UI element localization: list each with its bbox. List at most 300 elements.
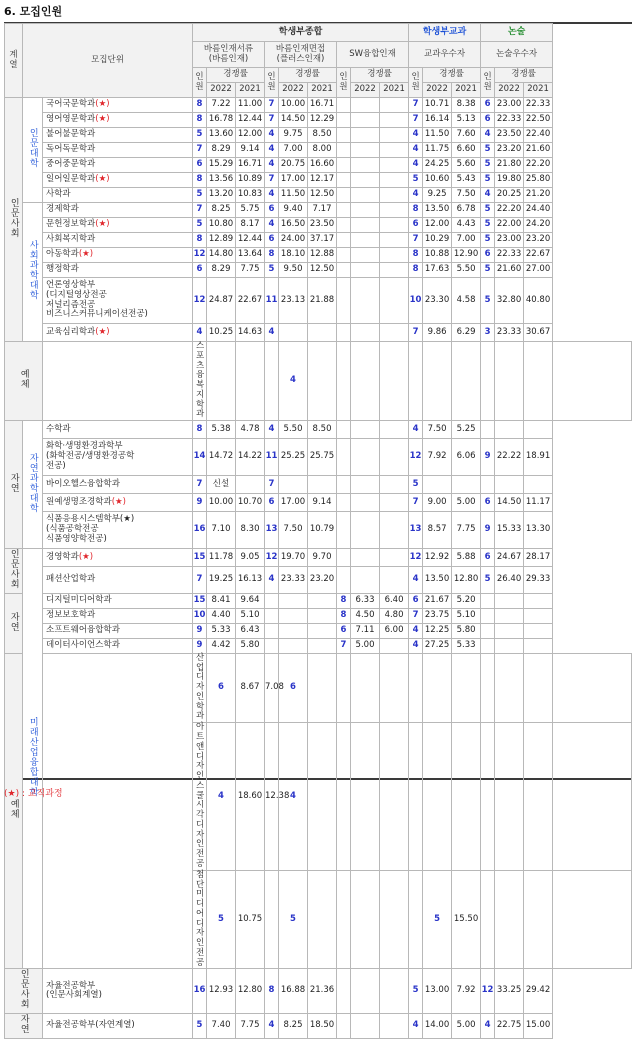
cell-competition: 7.75 [452, 512, 481, 549]
cell-competition: 19.70 [279, 549, 308, 567]
college-label-text: 인문대학 [27, 128, 38, 169]
dept-name-text: 행정학과 [46, 264, 79, 275]
cell-inwon: 12 [265, 549, 279, 567]
cell-inwon [481, 421, 495, 439]
table-row [5, 233, 632, 248]
dept-name [43, 476, 193, 494]
cell-competition [380, 653, 409, 722]
cell-competition: 12.50 [308, 263, 337, 278]
footnote [4, 786, 63, 799]
cell-competition: 13.30 [524, 512, 553, 549]
cell-inwon: 6 [279, 653, 308, 722]
header-sub-seoryu: 바름인재서류 (바름인재) [193, 42, 265, 68]
dept-name [43, 608, 193, 623]
cell-competition: 5.60 [452, 158, 481, 173]
cell-inwon: 4 [193, 324, 207, 342]
table-row [5, 248, 632, 263]
cell-competition: 17.00 [279, 494, 308, 512]
teacher-course-mark: (★) [95, 114, 110, 125]
cell-competition [380, 278, 409, 324]
dept-name [43, 638, 193, 653]
cell-inwon: 7 [409, 98, 423, 113]
cell-competition: 7.22 [207, 98, 236, 113]
cell-competition: 7.50 [279, 512, 308, 549]
cell-competition: 4.42 [207, 638, 236, 653]
cell-inwon: 4 [265, 188, 279, 203]
cell-competition: 30.67 [524, 324, 553, 342]
cell-competition [495, 421, 524, 439]
group-label-text: 자연 [8, 472, 19, 493]
cell-competition: 7.11 [351, 623, 380, 638]
cell-competition [351, 278, 380, 324]
cell-inwon: 5 [481, 143, 495, 158]
cell-inwon [423, 723, 452, 870]
cell-inwon: 7 [193, 567, 207, 593]
dept-name [193, 870, 207, 969]
cell-competition: 23.33 [495, 324, 524, 342]
cell-competition [308, 638, 337, 653]
cell-inwon [481, 593, 495, 608]
cell-competition [351, 476, 380, 494]
cell-competition: 22.75 [495, 1014, 524, 1039]
group-label [5, 969, 43, 1014]
teacher-course-mark: (★) [78, 551, 94, 562]
footnote-star: (★) [4, 789, 20, 799]
cell-competition: 5.75 [236, 203, 265, 218]
cell-competition [481, 723, 495, 870]
cell-competition [337, 653, 351, 722]
college-label [23, 549, 43, 969]
cell-competition: 21.88 [308, 278, 337, 324]
cell-competition: 10.83 [236, 188, 265, 203]
dept-name-text: 패션산업학과 [46, 574, 96, 585]
cell-inwon: 9 [193, 494, 207, 512]
cell-inwon: 12 [193, 278, 207, 324]
cell-competition [351, 128, 380, 143]
cell-competition [481, 342, 495, 421]
dept-name-text: 식품응용시스템학부(★) (식품공학전공 식품영양학전공) [46, 514, 135, 544]
cell-competition [308, 723, 337, 870]
cell-competition [308, 593, 337, 608]
cell-competition: 19.80 [495, 173, 524, 188]
cell-inwon: 5 [409, 476, 423, 494]
cell-competition: 10.00 [279, 98, 308, 113]
cell-competition: 7.60 [452, 128, 481, 143]
cell-competition [481, 653, 495, 722]
cell-competition: 10.25 [207, 324, 236, 342]
cell-competition: 9.25 [423, 188, 452, 203]
table-row [5, 476, 632, 494]
header-inwon: 인 원 [337, 68, 351, 98]
teacher-course-mark: (★) [95, 219, 110, 230]
cell-competition [351, 113, 380, 128]
cell-inwon: 7 [337, 638, 351, 653]
dept-name-text: 데이터사이언스학과 [46, 640, 120, 650]
cell-competition: 17.00 [279, 173, 308, 188]
cell-inwon: 7 [265, 173, 279, 188]
cell-competition: 23.33 [279, 567, 308, 593]
cell-inwon: 7 [409, 113, 423, 128]
cell-competition: 27.00 [524, 263, 553, 278]
cell-inwon: 7 [409, 324, 423, 342]
cell-competition [351, 143, 380, 158]
cell-competition: 6.29 [452, 324, 481, 342]
cell-competition: 22.20 [524, 158, 553, 173]
table-row [5, 1014, 632, 1039]
cell-inwon [337, 1014, 351, 1039]
col-header-unit: 모집단위 [23, 24, 193, 98]
cell-competition [351, 158, 380, 173]
teacher-course-mark: (★) [95, 99, 110, 110]
cell-competition [380, 158, 409, 173]
dept-name [43, 439, 193, 476]
cell-competition [337, 342, 351, 421]
cell-competition: 4.78 [236, 421, 265, 439]
cell-competition [380, 421, 409, 439]
cell-competition: 9.75 [279, 128, 308, 143]
cell-inwon: 4 [409, 188, 423, 203]
cell-competition: 22.22 [495, 439, 524, 476]
cell-competition: 5.10 [236, 608, 265, 623]
cell-inwon: 12 [481, 969, 495, 1014]
cell-inwon [337, 233, 351, 248]
cell-competition: 11.17 [524, 494, 553, 512]
cell-competition: 15.00 [524, 1014, 553, 1039]
cell-competition: 10.75 [236, 870, 265, 969]
cell-inwon: 7 [265, 98, 279, 113]
cell-competition: 6.43 [236, 623, 265, 638]
dept-name [43, 567, 193, 593]
group-label [5, 421, 23, 549]
group-label-text: 인문사회 [18, 969, 29, 1010]
group-label-text: 인문사회 [8, 549, 19, 590]
dept-name [193, 723, 207, 870]
cell-competition: 18.91 [524, 439, 553, 476]
header-year: 2022 [351, 83, 380, 98]
cell-inwon: 16 [193, 969, 207, 1014]
cell-competition: 21.60 [524, 143, 553, 158]
cell-competition: 12.00 [236, 128, 265, 143]
header-year: 2021 [308, 83, 337, 98]
cell-competition: 8.67 [236, 653, 265, 722]
cell-competition: 22.40 [524, 128, 553, 143]
cell-inwon: 13 [409, 512, 423, 549]
cell-inwon: 4 [409, 623, 423, 638]
cell-competition: 12.25 [423, 623, 452, 638]
dept-name [43, 233, 193, 248]
cell-inwon: 13 [265, 512, 279, 549]
cell-inwon [265, 593, 279, 608]
cell-inwon: 12 [409, 549, 423, 567]
college-label-text: 미래산업융합대학 [27, 716, 38, 797]
cell-competition: 22.33 [495, 113, 524, 128]
cell-inwon: 4 [265, 324, 279, 342]
cell-inwon: 6 [481, 248, 495, 263]
cell-inwon: 6 [481, 113, 495, 128]
dept-name-text: 사학과 [46, 189, 71, 200]
table-row [5, 203, 632, 218]
cell-competition: 29.33 [524, 567, 553, 593]
cell-competition [380, 98, 409, 113]
dept-name-text: 영어영문학과 [46, 114, 96, 125]
cell-competition: 4.43 [452, 218, 481, 233]
cell-competition: 25.80 [524, 173, 553, 188]
cell-inwon [337, 494, 351, 512]
cell-competition [308, 623, 337, 638]
cell-competition: 8.50 [308, 128, 337, 143]
cell-competition: 7.50 [423, 421, 452, 439]
cell-competition: 8.38 [452, 98, 481, 113]
cell-inwon [337, 173, 351, 188]
header-competition: 경쟁률 [495, 68, 553, 83]
cell-inwon: 10 [409, 278, 423, 324]
cell-competition [524, 723, 553, 870]
cell-competition: 10.89 [236, 173, 265, 188]
cell-competition: 16.60 [308, 158, 337, 173]
dept-name-text: 사회복지학과 [46, 234, 96, 245]
cell-competition: 7.10 [207, 512, 236, 549]
table-row [5, 593, 632, 608]
cell-competition: 8.30 [236, 512, 265, 549]
dept-name [43, 248, 193, 263]
dept-name-text: 원예생명조경학과 [46, 496, 112, 507]
cell-competition [553, 653, 632, 722]
cell-inwon [337, 128, 351, 143]
cell-competition: 24.00 [279, 233, 308, 248]
cell-inwon: 4 [279, 342, 308, 421]
cell-competition: 13.56 [207, 173, 236, 188]
cell-competition: 12.90 [452, 248, 481, 263]
cell-competition: 16.71 [308, 98, 337, 113]
dept-name-text: 첨단미디어디자인전공 [196, 869, 205, 968]
table-row [5, 278, 632, 324]
page-title: 6. 모집인원 [4, 5, 63, 18]
cell-competition [380, 1014, 409, 1039]
cell-inwon: 6 [337, 623, 351, 638]
cell-competition: 23.50 [308, 218, 337, 233]
cell-competition: 9.40 [279, 203, 308, 218]
group-label [5, 653, 23, 969]
teacher-course-mark: (★) [78, 249, 94, 260]
cell-competition: 13.64 [236, 248, 265, 263]
cell-competition [380, 439, 409, 476]
cell-competition [279, 324, 308, 342]
dept-name [43, 173, 193, 188]
cell-competition [524, 870, 553, 969]
cell-inwon [351, 653, 380, 722]
cell-competition: 26.40 [495, 567, 524, 593]
cell-competition [308, 324, 337, 342]
cell-competition: 5.00 [452, 1014, 481, 1039]
cell-inwon: 4 [279, 723, 308, 870]
cell-competition: 5.80 [452, 623, 481, 638]
cell-competition: 20.75 [279, 158, 308, 173]
cell-competition: 22.33 [495, 248, 524, 263]
cell-competition: 11.75 [423, 143, 452, 158]
college-label-empty [43, 342, 193, 421]
cell-competition: 23.13 [279, 278, 308, 324]
dept-name-text: 자율전공학부(자연계열) [46, 1020, 135, 1031]
cell-competition: 7.00 [279, 143, 308, 158]
cell-competition: 33.25 [495, 969, 524, 1014]
cell-inwon: 4 [481, 188, 495, 203]
cell-competition: 8.25 [207, 203, 236, 218]
group-label [5, 98, 23, 342]
cell-inwon [207, 342, 236, 421]
cell-inwon [351, 342, 380, 421]
cell-competition: 6.60 [452, 143, 481, 158]
cell-competition: 13.50 [423, 203, 452, 218]
cell-competition: 8.41 [207, 593, 236, 608]
cell-competition: 9.50 [279, 263, 308, 278]
dept-name-text: 언론영상학부 (디지털영상전공 저널리즘전공 비즈니스커뮤니케이션전공) [46, 279, 148, 320]
cell-competition: 14.50 [279, 113, 308, 128]
cell-competition [308, 870, 337, 969]
cell-competition: 6.06 [452, 439, 481, 476]
dept-name-text: 교육심리학과 [46, 326, 96, 337]
cell-competition: 11.78 [207, 549, 236, 567]
cell-competition [279, 476, 308, 494]
header-competition: 경쟁률 [279, 68, 337, 83]
cell-inwon: 4 [265, 567, 279, 593]
dept-name-text: 중어중문학과 [46, 159, 96, 170]
header-year: 2022 [279, 83, 308, 98]
group-label-text: 자연 [8, 611, 19, 632]
cell-inwon: 15 [193, 593, 207, 608]
cell-competition [524, 653, 553, 722]
cell-competition: 9.05 [236, 549, 265, 567]
cell-inwon [337, 218, 351, 233]
cell-competition: 10.60 [423, 173, 452, 188]
group-label-text: 자연 [18, 1014, 29, 1035]
cell-competition: 5.33 [207, 623, 236, 638]
cell-inwon [265, 638, 279, 653]
admission-table [4, 23, 632, 1039]
cell-competition: 16.71 [236, 158, 265, 173]
cell-competition: 19.25 [207, 567, 236, 593]
cell-inwon: 4 [207, 723, 236, 870]
cell-competition: 10.29 [423, 233, 452, 248]
cell-competition [351, 98, 380, 113]
cell-inwon: 7 [265, 113, 279, 128]
cell-competition [409, 342, 423, 421]
header-competition: 경쟁률 [207, 68, 265, 83]
cell-competition: 14.72 [207, 439, 236, 476]
cell-competition: 8.25 [279, 1014, 308, 1039]
header-year: 2022 [495, 83, 524, 98]
cell-competition: 37.17 [308, 233, 337, 248]
cell-competition: 21.20 [524, 188, 553, 203]
cell-inwon: 5 [481, 278, 495, 324]
cell-competition [423, 476, 452, 494]
cell-inwon [337, 421, 351, 439]
dept-name-text: 수학과 [46, 423, 71, 434]
footnote-text: : 교직과정 [19, 789, 63, 799]
cell-inwon: 4 [481, 1014, 495, 1039]
cell-competition [279, 623, 308, 638]
cell-inwon: 5 [193, 218, 207, 233]
cell-competition [495, 623, 524, 638]
cell-inwon: 9 [481, 512, 495, 549]
cell-competition: 10.71 [423, 98, 452, 113]
cell-competition: 24.87 [207, 278, 236, 324]
cell-inwon [337, 158, 351, 173]
cell-inwon: 6 [481, 98, 495, 113]
cell-inwon [337, 143, 351, 158]
cell-competition: 21.60 [495, 263, 524, 278]
cell-competition [553, 870, 632, 969]
dept-name-text: 경제학과 [46, 204, 79, 215]
dept-name [43, 969, 193, 1014]
cell-competition: 10.80 [207, 218, 236, 233]
table-row [5, 969, 632, 1014]
college-label [23, 98, 43, 203]
cell-inwon: 6 [481, 549, 495, 567]
cell-inwon: 4 [265, 218, 279, 233]
cell-competition: 8.29 [207, 143, 236, 158]
header-hakjong: 학생부종합 [193, 24, 409, 42]
table-row [5, 263, 632, 278]
cell-inwon: 6 [265, 233, 279, 248]
cell-competition [553, 723, 632, 870]
cell-competition: 4.50 [351, 608, 380, 623]
table-row [5, 512, 632, 549]
cell-inwon [481, 638, 495, 653]
dept-name [43, 1014, 193, 1039]
dept-name [43, 143, 193, 158]
college-label-text: 사회과학대학 [27, 240, 38, 301]
cell-competition: 13.20 [207, 188, 236, 203]
dept-name [43, 128, 193, 143]
cell-inwon: 8 [337, 608, 351, 623]
cell-inwon [337, 324, 351, 342]
cell-competition: 9.70 [308, 549, 337, 567]
table-row [5, 638, 632, 653]
cell-inwon [495, 653, 524, 722]
header-year: 2022 [423, 83, 452, 98]
cell-inwon: 9 [481, 439, 495, 476]
cell-competition [380, 870, 409, 969]
cell-inwon: 4 [409, 421, 423, 439]
cell-competition [351, 549, 380, 567]
dept-name-text: 국어국문학과 [46, 99, 96, 110]
group-label [5, 549, 23, 594]
cell-inwon: 9 [193, 638, 207, 653]
cell-competition: 25.75 [308, 439, 337, 476]
dept-name-text: 독어독문학과 [46, 144, 96, 155]
cell-competition [279, 608, 308, 623]
cell-inwon: 16 [193, 512, 207, 549]
cell-inwon [337, 476, 351, 494]
cell-competition: 11.00 [236, 98, 265, 113]
cell-inwon: 5 [481, 218, 495, 233]
header-year: 2021 [380, 83, 409, 98]
header-competition: 경쟁률 [351, 68, 409, 83]
cell-competition: 18.50 [308, 1014, 337, 1039]
cell-inwon [495, 870, 524, 969]
dept-name-text: 경영학과 [46, 551, 79, 562]
cell-competition: 12.50 [308, 188, 337, 203]
cell-competition: 5.88 [452, 549, 481, 567]
header-competition: 경쟁률 [423, 68, 481, 83]
cell-inwon: 4 [265, 128, 279, 143]
header-sub-myeonjeop: 바름인재면접 (플러스인재) [265, 42, 337, 68]
cell-competition: 8.00 [308, 143, 337, 158]
cell-competition: 27.25 [423, 638, 452, 653]
cell-competition: 32.80 [495, 278, 524, 324]
cell-competition [380, 969, 409, 1014]
cell-inwon: 4 [265, 158, 279, 173]
